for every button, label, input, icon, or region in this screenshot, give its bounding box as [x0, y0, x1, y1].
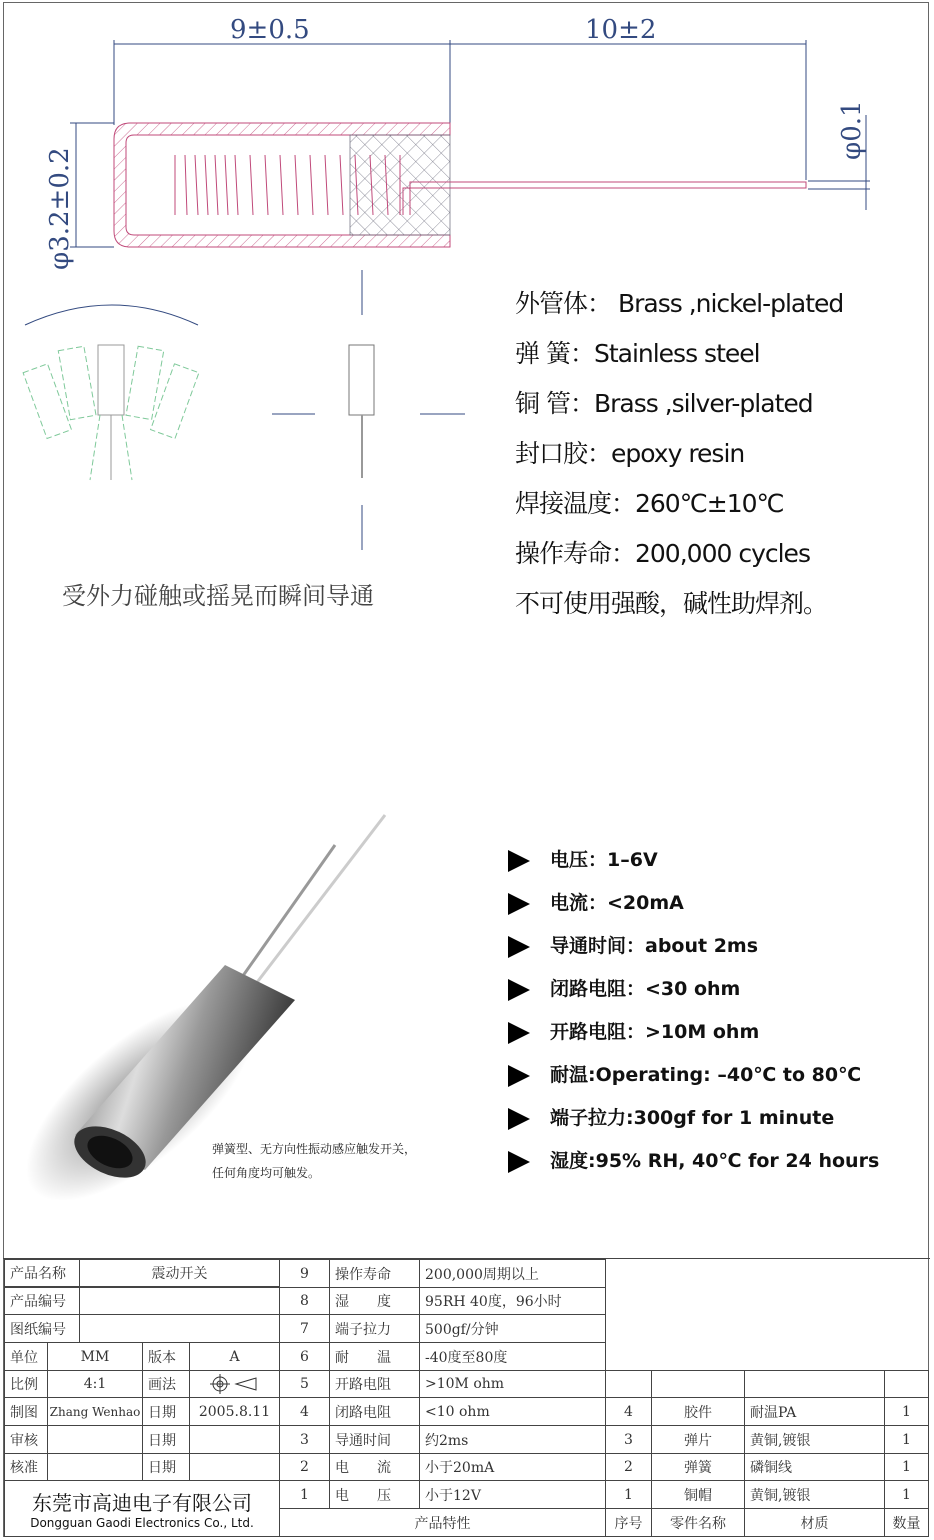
characteristic-value: 小于20mA [419, 1453, 606, 1481]
characteristic-value: <10 ohm [419, 1397, 606, 1426]
material-item: 外管体： Brass ,nickel-plated [515, 289, 844, 318]
company-name-cn: 东莞市高迪电子有限公司 [32, 1491, 252, 1515]
approve-date [189, 1453, 280, 1481]
photo-caption-line: 任何角度均可触发。 [212, 1166, 321, 1180]
label-date: 日期 [142, 1397, 190, 1426]
characteristic-name: 闭路电阻 [329, 1397, 420, 1426]
characteristic-no: 8 [279, 1287, 330, 1315]
characteristic-name: 电 流 [329, 1453, 420, 1481]
label-drawn: 制图 [4, 1397, 48, 1426]
part-qty: 1 [884, 1425, 929, 1454]
parts-header-material: 材质 [744, 1508, 885, 1537]
dim-diameter: φ3.2±0.2 [45, 147, 75, 270]
projection-symbol-icon [189, 1370, 280, 1398]
label-product-name: 产品名称 [4, 1259, 80, 1287]
bullet-triangle-icon [508, 1022, 530, 1044]
part-name: 弹片 [651, 1425, 745, 1454]
label-review: 审核 [4, 1425, 48, 1454]
scale: 4:1 [47, 1370, 143, 1398]
reviewer [47, 1425, 143, 1454]
feature-item: 电流：<20mA [508, 888, 684, 915]
bullet-triangle-icon [508, 893, 530, 915]
parts-empty-cell [605, 1370, 652, 1398]
unit: MM [47, 1342, 143, 1371]
bullet-triangle-icon [508, 1151, 530, 1173]
label-projection: 画法 [142, 1370, 190, 1398]
feature-item: 闭路电阻：<30 ohm [508, 974, 740, 1001]
characteristic-name: 湿 度 [329, 1287, 420, 1315]
product-name: 震动开关 [79, 1259, 280, 1287]
characteristic-no: 7 [279, 1314, 330, 1343]
part-qty: 1 [884, 1480, 929, 1509]
part-no: 4 [605, 1397, 652, 1426]
photo-caption-line: 弹簧型、无方向性振动感应触发开关， [212, 1142, 417, 1156]
material-item: 铜 管：Brass ,silver-plated [515, 389, 813, 418]
drawing-no [79, 1314, 280, 1343]
product-no [79, 1287, 280, 1315]
parts-header-name: 零件名称 [651, 1508, 745, 1537]
approver [47, 1453, 143, 1481]
characteristic-no: 3 [279, 1425, 330, 1454]
bullet-triangle-icon [508, 979, 530, 1001]
bullet-triangle-icon [508, 936, 530, 958]
characteristic-no: 1 [279, 1480, 330, 1509]
label-approve: 核准 [4, 1453, 48, 1481]
dim-body-length: 9±0.5 [230, 15, 310, 45]
part-no: 2 [605, 1453, 652, 1481]
part-name: 铜帽 [651, 1480, 745, 1509]
characteristic-name: 端子拉力 [329, 1314, 420, 1343]
characteristic-name: 耐 温 [329, 1342, 420, 1371]
label-product-no: 产品编号 [4, 1287, 80, 1315]
material-item: 焊接温度：260℃±10℃ [515, 489, 784, 518]
version: A [189, 1342, 280, 1371]
characteristic-no: 5 [279, 1370, 330, 1398]
photo-caption [212, 1137, 416, 1185]
parts-empty-cell [884, 1370, 929, 1398]
feature-item: 开路电阻：>10M ohm [508, 1017, 759, 1044]
feature-item: 湿度:95% RH, 40℃ for 24 hours [508, 1146, 879, 1173]
company-block [4, 1480, 280, 1537]
label-drawing-no: 图纸编号 [4, 1314, 80, 1343]
material-item: 封口胶：epoxy resin [515, 439, 745, 468]
part-material: 磷铜线 [744, 1453, 885, 1481]
parts-header-no: 序号 [605, 1508, 652, 1537]
feature-item: 端子拉力:300gf for 1 minute [508, 1103, 834, 1130]
review-date [189, 1425, 280, 1454]
date: 2005.8.11 [189, 1397, 280, 1426]
label-scale: 比例 [4, 1370, 48, 1398]
feature-item: 耐温:Operating: –40℃ to 80℃ [508, 1060, 861, 1087]
dim-lead-diameter: φ0.1 [837, 100, 867, 160]
characteristic-value: 200,000周期以上 [419, 1259, 606, 1288]
label-date: 日期 [142, 1425, 190, 1454]
part-qty: 1 [884, 1453, 929, 1481]
characteristic-name: 导通时间 [329, 1425, 420, 1454]
material-item: 不可使用强酸，碱性助焊剂。 [515, 589, 828, 618]
bullet-triangle-icon [508, 850, 530, 872]
characteristic-value: 约2ms [419, 1425, 606, 1454]
part-name: 胶件 [651, 1397, 745, 1426]
feature-item: 电压：1–6V [508, 845, 658, 872]
characteristic-no: 6 [279, 1342, 330, 1371]
drawn-by: Zhang Wenhao [47, 1397, 143, 1426]
part-material: 黄铜,镀银 [744, 1425, 885, 1454]
company-name-en: Dongguan Gaodi Electronics Co., Ltd. [30, 1516, 254, 1530]
part-name: 弹簧 [651, 1453, 745, 1481]
part-material: 黄铜,镀银 [744, 1480, 885, 1509]
characteristic-no: 9 [279, 1259, 330, 1288]
characteristic-value: -40度至80度 [419, 1342, 606, 1371]
label-unit: 单位 [4, 1342, 48, 1371]
feature-item: 导通时间：about 2ms [508, 931, 758, 958]
characteristic-value: 小于12V [419, 1480, 606, 1509]
part-no: 3 [605, 1425, 652, 1454]
characteristic-no: 2 [279, 1453, 330, 1481]
parts-empty-cell [744, 1370, 885, 1398]
characteristic-name: 操作寿命 [329, 1259, 420, 1288]
characteristic-value: >10M ohm [419, 1370, 606, 1398]
parts-header-qty: 数量 [884, 1508, 929, 1537]
characteristics-header: 产品特性 [279, 1508, 606, 1537]
bullet-triangle-icon [508, 1108, 530, 1130]
drawing-caption: 受外力碰触或摇晃而瞬间导通 [62, 582, 374, 610]
label-date: 日期 [142, 1453, 190, 1481]
characteristic-name: 电 压 [329, 1480, 420, 1509]
parts-empty-cell [651, 1370, 745, 1398]
bullet-triangle-icon [508, 1065, 530, 1087]
part-material: 耐温PA [744, 1397, 885, 1426]
material-item: 弹 簧：Stainless steel [515, 339, 760, 368]
characteristic-no: 4 [279, 1397, 330, 1426]
label-version: 版本 [142, 1342, 190, 1371]
dim-lead-length: 10±2 [585, 15, 657, 45]
part-no: 1 [605, 1480, 652, 1509]
characteristic-name: 开路电阻 [329, 1370, 420, 1398]
part-qty: 1 [884, 1397, 929, 1426]
material-item: 操作寿命：200,000 cycles [515, 539, 810, 568]
characteristic-value: 95RH 40度，96小时 [419, 1287, 606, 1315]
characteristic-value: 500gf/分钟 [419, 1314, 606, 1343]
